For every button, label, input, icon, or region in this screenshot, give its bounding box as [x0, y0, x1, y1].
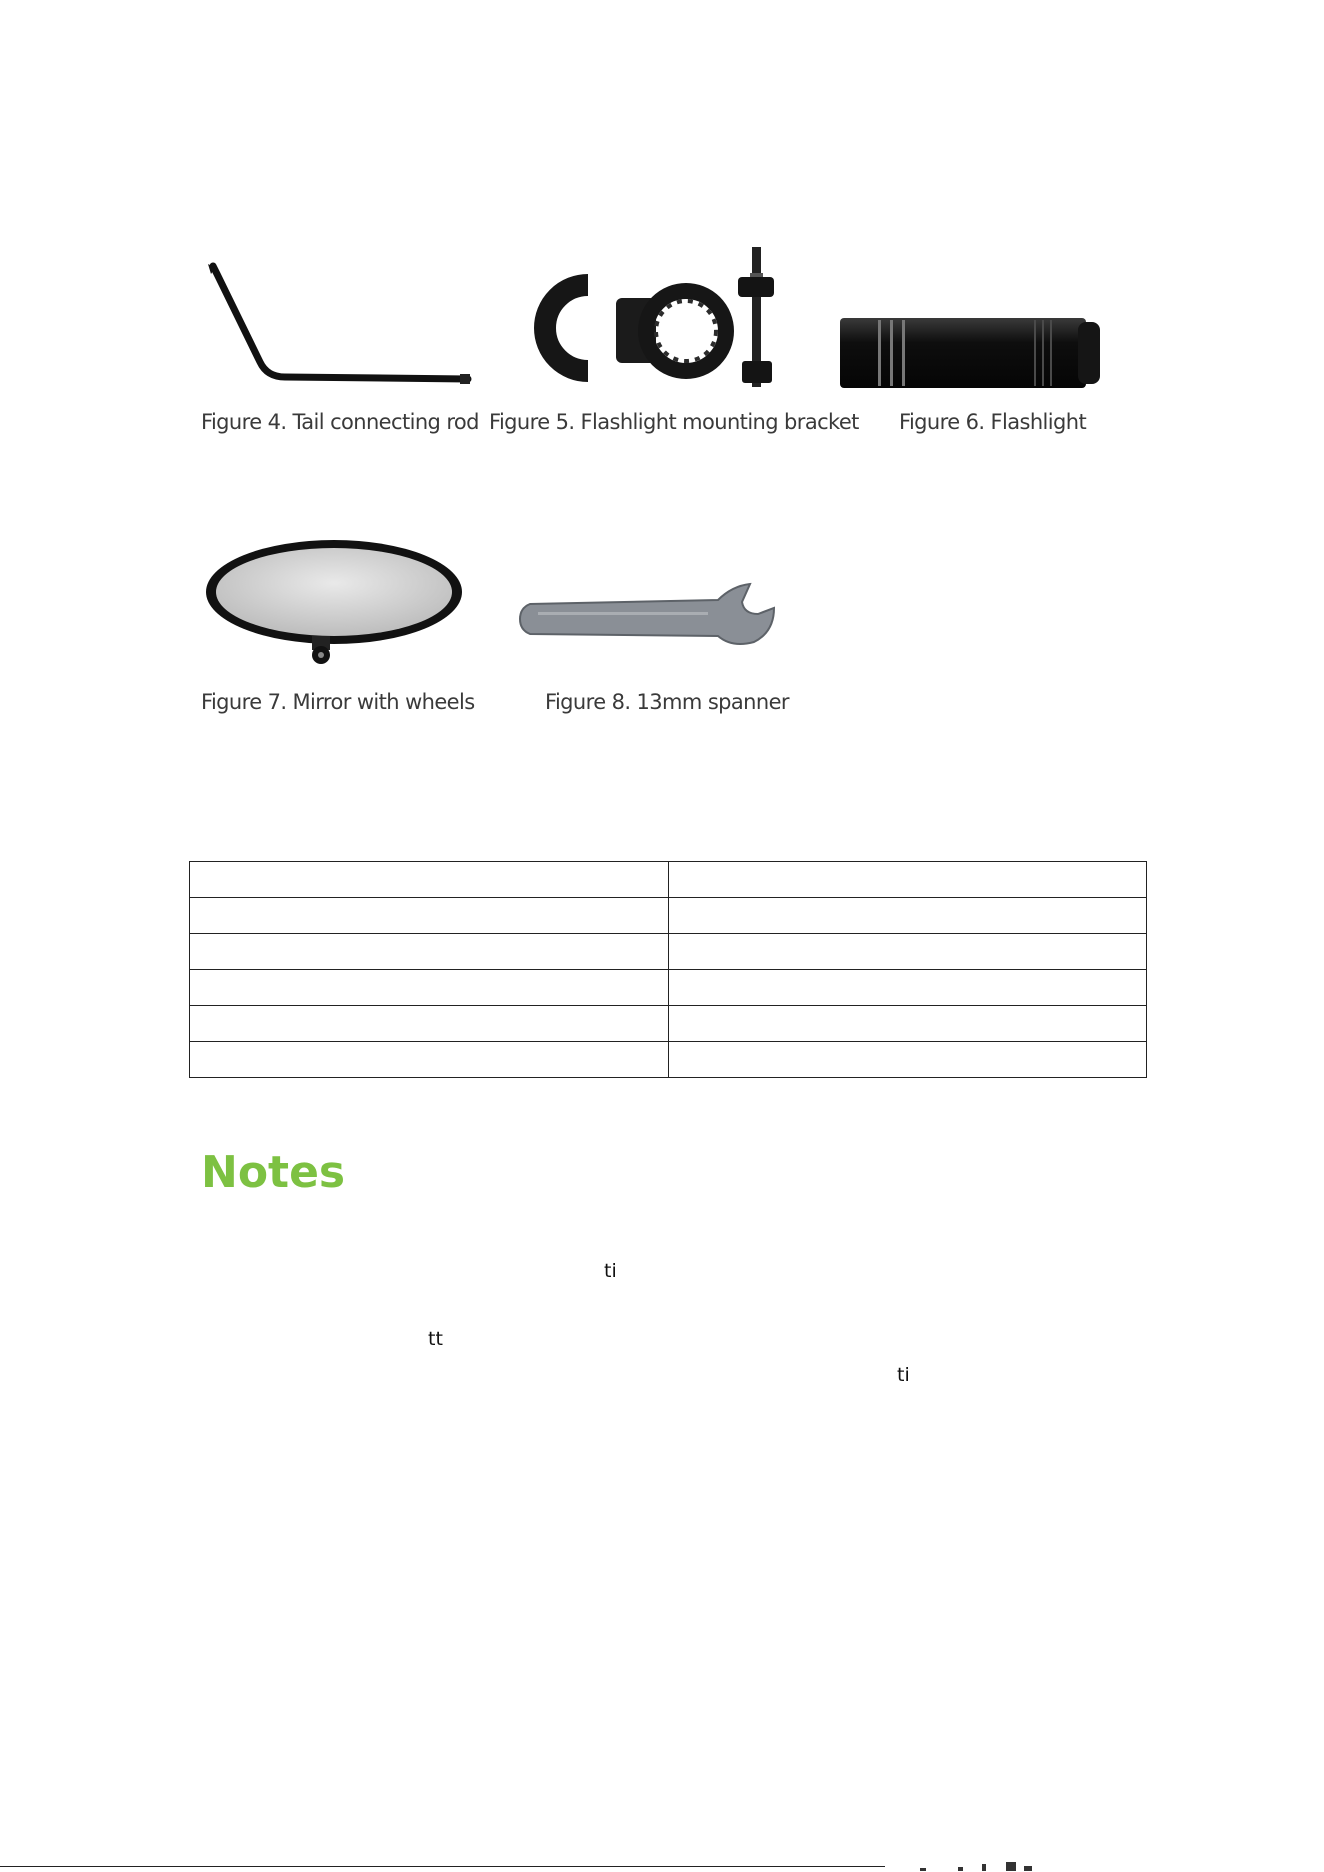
table-cell [668, 934, 1147, 970]
table-cell [668, 898, 1147, 934]
footer-logo-fragment [910, 1858, 1050, 1872]
flashlight-image [838, 314, 1102, 392]
figure-4-caption: Figure 4. Tail connecting rod [201, 410, 479, 434]
notes-text-fragment: tt [428, 1328, 443, 1350]
table-row [190, 934, 1147, 970]
notes-text-fragment: ti [604, 1260, 617, 1282]
specification-table [189, 861, 1147, 1078]
table-row [190, 1006, 1147, 1042]
notes-text-fragment: ti [897, 1364, 910, 1386]
figure-7-caption: Figure 7. Mirror with wheels [201, 690, 475, 714]
table-cell [668, 970, 1147, 1006]
table-cell [190, 898, 669, 934]
footer-rule [0, 1866, 885, 1867]
table-cell [190, 1042, 669, 1078]
table-row [190, 1042, 1147, 1078]
table-row [190, 970, 1147, 1006]
table-cell [668, 862, 1147, 898]
tail-connecting-rod-image [205, 262, 475, 392]
table-row [190, 862, 1147, 898]
table-cell [190, 934, 669, 970]
table-cell [190, 970, 669, 1006]
spanner-image [518, 582, 780, 656]
table-cell [668, 1042, 1147, 1078]
table-row [190, 898, 1147, 934]
figure-5-caption: Figure 5. Flashlight mounting bracket [489, 410, 859, 434]
notes-heading: Notes [201, 1147, 346, 1198]
figure-6-caption: Figure 6. Flashlight [899, 410, 1087, 434]
table-cell [668, 1006, 1147, 1042]
mirror-with-wheels-image [202, 536, 466, 666]
figure-8-caption: Figure 8. 13mm spanner [545, 690, 789, 714]
table-cell [190, 1006, 669, 1042]
flashlight-bracket-image [526, 243, 786, 393]
table-cell [190, 862, 669, 898]
